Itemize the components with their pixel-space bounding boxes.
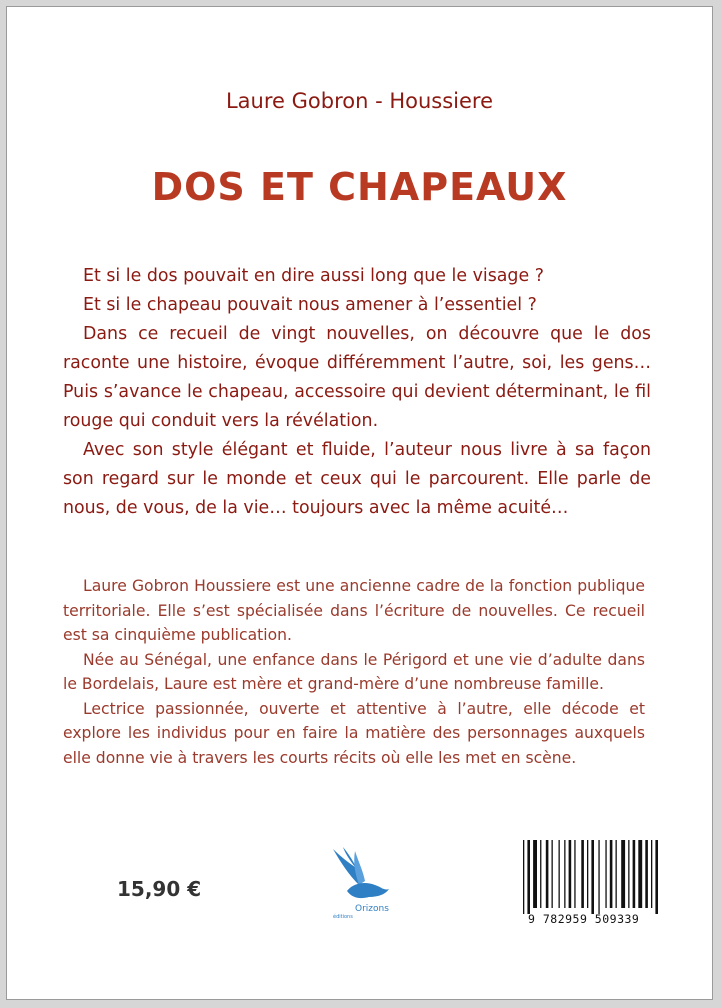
- blurb-paragraph: Et si le dos pouvait en dire aussi long que le visage ?: [83, 266, 544, 286]
- barcode-bar: [540, 840, 541, 908]
- barcode-bar: [651, 840, 652, 908]
- bird-icon: [319, 845, 399, 921]
- barcode-bar: [638, 840, 642, 908]
- publisher-sub: éditions: [333, 914, 353, 920]
- book-title: DOS ET CHAPEAUX: [151, 165, 568, 209]
- barcode-bar: [621, 840, 625, 908]
- barcode-bar: [523, 840, 524, 914]
- barcode-bar: [564, 840, 565, 908]
- barcode-bar: [591, 840, 594, 914]
- back-cover: [6, 6, 713, 1000]
- barcode-bar: [610, 840, 613, 908]
- blurb-paragraph: Avec son style élégant et fluide, l’auteur nous livre à sa façon son regard sur le monde et ceux qui le parcourent. Elle parle de nous, de vous, de la vie… toujours avec la même acuité…: [63, 440, 651, 518]
- barcode-bar: [616, 840, 617, 908]
- author-name: Laure Gobron - Houssiere: [225, 89, 494, 113]
- barcode-bar: [655, 840, 658, 914]
- price: 15,90 €: [117, 877, 202, 901]
- barcode-bar: [559, 840, 560, 908]
- barcode-bar: [546, 840, 549, 908]
- publisher-name: Orizons: [355, 904, 389, 914]
- barcode-bar: [633, 840, 636, 908]
- blurb: [63, 262, 651, 523]
- blurb-paragraph: Dans ce recueil de vingt nouvelles, on découvre que le dos raconte une histoire, évoque différemment l’autre, soi, les gens… Puis s’avance le chapeau, accessoire qui devient déterminant, le fil rouge qui conduit vers la révélation.: [63, 324, 651, 431]
- blurb-paragraph: Et si le chapeau pouvait nous amener à l’essentiel ?: [83, 295, 537, 315]
- barcode-bar: [628, 840, 629, 908]
- barcode-bar: [533, 840, 537, 908]
- barcode-bar: [574, 840, 575, 908]
- author-bio: [63, 574, 645, 770]
- barcode-number: 9 782959 509339: [528, 912, 640, 926]
- bio-paragraph: Née au Sénégal, une enfance dans le Périgord et une vie d’adulte dans le Bordelais, Laure est mère et grand-mère d’une nombreuse famille.: [63, 650, 645, 693]
- barcode-bar: [645, 840, 648, 908]
- barcode-bar: [527, 840, 530, 914]
- barcode-bar: [598, 840, 599, 914]
- barcode-bar: [605, 840, 606, 908]
- barcode-bar: [552, 840, 553, 908]
- bio-paragraph: Laure Gobron Houssiere est une ancienne cadre de la fonction publique territoriale. Elle s’est spécialisée dans l’écriture de nouvelles. Ce recueil est sa cinquième publication.: [63, 577, 645, 644]
- barcode-bar: [587, 840, 588, 908]
- barcode-bar: [569, 840, 572, 908]
- barcode-bar: [581, 840, 584, 908]
- publisher-logo: [319, 845, 399, 921]
- bio-paragraph: Lectrice passionnée, ouverte et attentive à l’autre, elle décode et explore les individus pour en faire la matière des personnages auxquels elle donne vie à travers les courts récits où elle les met en scène.: [63, 699, 645, 767]
